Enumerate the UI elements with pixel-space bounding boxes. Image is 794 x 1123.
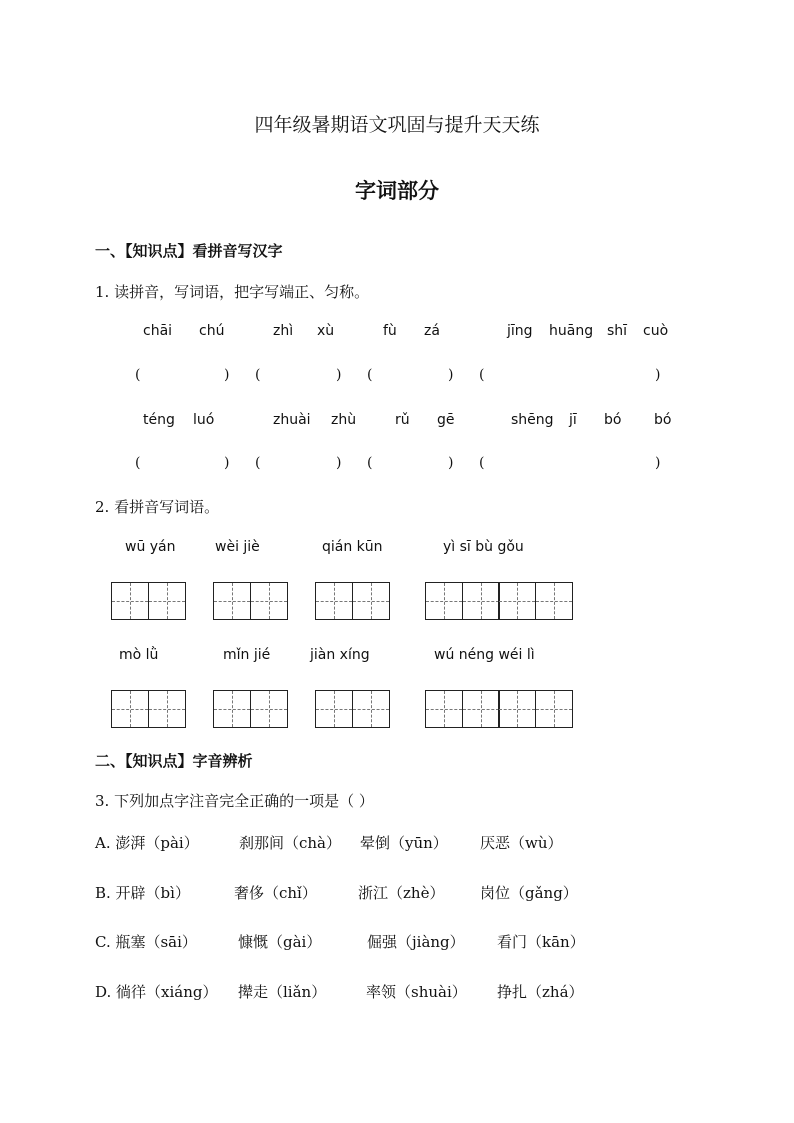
grid-cell[interactable] [498,690,536,728]
answer-paren-open: ( [255,367,261,383]
answer-paren-open: ( [135,367,141,383]
grid-cell[interactable] [250,690,288,728]
pinyin: fù [383,323,397,339]
writing-grid[interactable] [425,582,573,620]
question-2-prompt: 2. 看拼音写词语。 [95,498,220,516]
grid-cell[interactable] [535,690,573,728]
page-title: 四年级暑期语文巩固与提升天天练 [254,114,540,136]
answer-paren-open: ( [367,367,373,383]
grid-cell[interactable] [148,582,186,620]
option-c[interactable]: C. 瓶塞（sāi） [95,933,197,951]
grid-cell[interactable] [315,690,353,728]
pinyin: mò lǜ [119,647,159,663]
option-d[interactable]: D. 徜徉（xiáng） [95,983,218,1001]
pinyin: jīng [507,323,533,339]
grid-cell[interactable] [352,690,390,728]
pinyin: xù [317,323,335,339]
question-1-prompt: 1. 读拼音，写词语，把字写端正、匀称。 [95,283,370,301]
grid-cell[interactable] [213,582,251,620]
pinyin: chāi [143,323,173,339]
grid-cell[interactable] [462,582,500,620]
answer-paren-open: ( [135,455,141,471]
option-c-item: 倔强（jiàng） [367,933,465,951]
answer-paren-open: ( [479,367,485,383]
grid-cell[interactable] [213,690,251,728]
option-b-item: 浙江（zhè） [358,884,445,902]
answer-paren-close: ) [448,367,454,383]
pinyin: wū yán [125,539,176,555]
pinyin: zhì [273,323,294,339]
option-b-item: 岗位（gǎng） [480,884,578,902]
pinyin: qián kūn [322,539,383,555]
writing-grid[interactable] [425,690,573,728]
writing-grid[interactable] [111,690,186,728]
grid-cell[interactable] [352,582,390,620]
answer-paren-open: ( [255,455,261,471]
answer-paren-close: ) [448,455,454,471]
pinyin: zá [424,323,440,339]
pinyin: cuò [643,323,669,339]
pinyin: rǔ [395,412,410,428]
option-a[interactable]: A. 澎湃（pài） [95,834,199,852]
writing-grid[interactable] [111,582,186,620]
grid-cell[interactable] [250,582,288,620]
pinyin: wèi jiè [215,539,260,555]
answer-paren-open: ( [367,455,373,471]
pinyin: shēng [511,412,554,428]
pinyin: huāng [549,323,594,339]
pinyin: zhuài [273,412,311,428]
option-a-item: 厌恶（wù） [480,834,563,852]
answer-paren-close: ) [336,455,342,471]
pinyin: gē [437,412,455,428]
section-heading-2: 二、【知识点】字音辨析 [95,752,253,770]
option-a-item: 刹那间（chà） [239,834,342,852]
grid-cell[interactable] [425,582,463,620]
answer-paren-close: ) [655,367,661,383]
option-d-item: 挣扎（zhá） [497,983,584,1001]
pinyin: luó [193,412,215,428]
pinyin: zhù [331,412,357,428]
option-c-item: 慷慨（gài） [238,933,322,951]
grid-cell[interactable] [111,690,149,728]
pinyin: bó [604,412,622,428]
answer-paren-close: ) [224,455,230,471]
question-3-prompt: 3. 下列加点字注音完全正确的一项是（ ） [95,792,374,810]
grid-cell[interactable] [462,690,500,728]
pinyin: jī [569,412,577,428]
option-d-item: 撵走（liǎn） [238,983,327,1001]
writing-grid[interactable] [213,690,288,728]
pinyin: shī [607,323,628,339]
answer-paren-close: ) [224,367,230,383]
grid-cell[interactable] [498,582,536,620]
option-c-item: 看门（kān） [497,933,585,951]
answer-paren-open: ( [479,455,485,471]
pinyin: wú néng wéi lì [434,647,535,663]
writing-grid[interactable] [315,582,390,620]
pinyin: mǐn jié [223,647,271,663]
answer-paren-close: ) [655,455,661,471]
pinyin: téng [143,412,175,428]
pinyin: yì sī bù gǒu [443,539,524,555]
grid-cell[interactable] [425,690,463,728]
grid-cell[interactable] [111,582,149,620]
pinyin: jiàn xíng [310,647,370,663]
grid-cell[interactable] [535,582,573,620]
pinyin: chú [199,323,225,339]
answer-paren-close: ) [336,367,342,383]
writing-grid[interactable] [315,690,390,728]
option-b-item: 奢侈（chǐ） [234,884,317,902]
option-b[interactable]: B. 开辟（bì） [95,884,190,902]
pinyin: bó [654,412,672,428]
section-heading-1: 一、【知识点】看拼音写汉字 [95,242,283,260]
page-subtitle: 字词部分 [355,178,439,203]
grid-cell[interactable] [148,690,186,728]
grid-cell[interactable] [315,582,353,620]
writing-grid[interactable] [213,582,288,620]
option-a-item: 晕倒（yūn） [360,834,448,852]
option-d-item: 率领（shuài） [366,983,467,1001]
